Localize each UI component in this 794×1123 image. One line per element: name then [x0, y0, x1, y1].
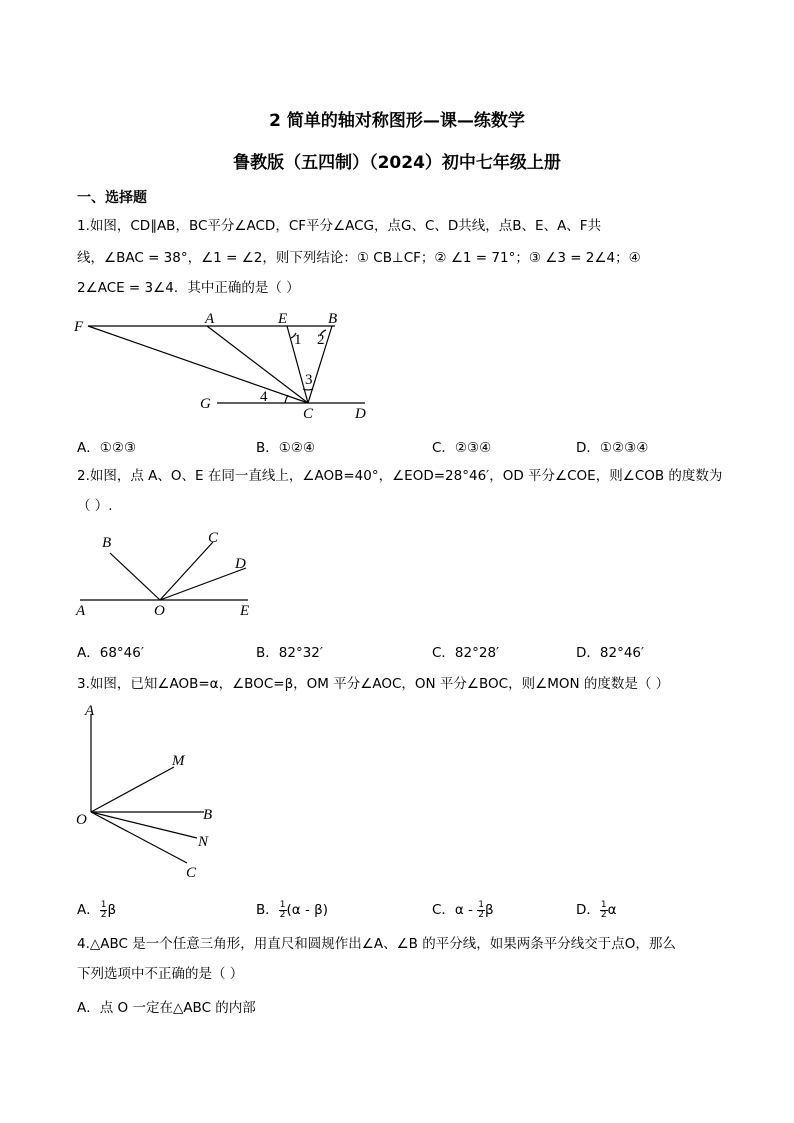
q3-option-c-prefix: C．α - [432, 902, 478, 918]
q3-option-d-tail: α [607, 902, 617, 918]
q1-label-a: A [205, 311, 215, 327]
q3-option-a-numerator: 1 [100, 899, 107, 910]
q3-label-o: O [76, 812, 87, 828]
q3-option-b-denominator: 2 [279, 909, 286, 920]
q2-figure [70, 525, 270, 620]
section-heading: 一、选择题 [77, 190, 147, 206]
q1-label-angle2: 2 [317, 332, 325, 348]
q3-option-c-numerator: 1 [478, 899, 485, 910]
q3-option-b-tail: (α - β) [286, 902, 329, 918]
q3-label-m: M [172, 753, 185, 769]
q3-option-d-denominator: 2 [600, 909, 607, 920]
q1-label-b: B [328, 311, 338, 327]
q4-text-line2: 下列选项中不正确的是（ ） [77, 966, 244, 982]
q3-label-n: N [198, 834, 209, 850]
q3-option-a-denominator: 2 [100, 909, 107, 920]
q2-label-a: A [76, 603, 86, 619]
q3-option-b-prefix: B． [256, 902, 279, 918]
q3-figure [70, 698, 240, 888]
q3-option-c-denominator: 2 [478, 909, 485, 920]
q3-option-a-prefix: A． [77, 902, 100, 918]
q3-label-c: C [186, 865, 197, 881]
q3-option-c-fraction [477, 901, 485, 920]
q3-option-b-fraction [279, 901, 287, 920]
q2-label-c: C [208, 530, 219, 546]
q3-label-b: B [203, 807, 213, 823]
q1-label-angle4: 4 [260, 389, 268, 405]
q2-label-d: D [235, 556, 246, 572]
q1-option-d[interactable]: D．①②③④ [576, 440, 649, 456]
q1-text-line2: 线，∠BAC = 38°，∠1 = ∠2，则下列结论：① CB⊥CF；② ∠1 = 71°；③ ∠3 = 2∠4；④ [77, 250, 641, 266]
q3-option-d-fraction [600, 901, 608, 920]
q2-option-a[interactable]: A．68°46′ [77, 645, 144, 661]
q1-text-line3: 2∠ACE = 3∠4．其中正确的是（ ） [77, 280, 300, 296]
q3-option-d-numerator: 1 [600, 899, 607, 910]
q2-option-d[interactable]: D．82°46′ [576, 645, 645, 661]
q1-label-c: C [303, 406, 314, 422]
q3-option-a-tail: β [107, 902, 117, 918]
q2-label-b: B [102, 535, 112, 551]
q3-label-a: A [85, 703, 95, 719]
q3-option-d-prefix: D． [576, 902, 600, 918]
q1-option-b[interactable]: B．①②④ [256, 440, 316, 456]
q1-label-g: G [200, 396, 211, 412]
q1-label-d: D [355, 406, 366, 422]
q2-option-c[interactable]: C．82°28′ [432, 645, 500, 661]
document-subtitle: 鲁教版（五四制）（2024）初中七年级上册 [233, 153, 561, 173]
q1-text-line1: 1.如图，CD∥AB，BC平分∠ACD，CF平分∠ACG，点G、C、D共线，点B、E、A、F共 [77, 218, 602, 234]
q4-option-a[interactable]: A．点 O 一定在△ABC 的内部 [77, 1000, 256, 1016]
q4-text-line1: 4.△ABC 是一个任意三角形，用直尺和圆规作出∠A、∠B 的平分线，如果两条平分线交于点O，那么 [77, 936, 676, 952]
q3-option-d[interactable] [576, 898, 617, 920]
q3-option-b-numerator: 1 [279, 899, 286, 910]
q2-label-o: O [154, 603, 165, 619]
q1-option-c[interactable]: C．②③④ [432, 440, 492, 456]
q1-label-e: E [278, 311, 288, 327]
q1-label-angle1: 1 [294, 332, 302, 348]
q2-text-line1: 2.如图，点 A、O、E 在同一直线上，∠AOB=40°，∠EOD=28°46′，OD 平分∠COE，则∠COB 的度数为 [77, 468, 723, 484]
q1-figure [70, 306, 380, 424]
q3-option-b[interactable] [256, 898, 328, 920]
document-title: 2 简单的轴对称图形—课—练数学 [269, 111, 525, 131]
q1-label-angle3: 3 [305, 372, 313, 388]
q1-label-f: F [74, 319, 84, 335]
q3-text-line1: 3.如图，已知∠AOB=α，∠BOC=β，OM 平分∠AOC，ON 平分∠BOC，则∠MON 的度数是（ ） [77, 676, 670, 692]
q1-option-a[interactable]: A．①②③ [77, 440, 137, 456]
q2-option-b[interactable]: B．82°32′ [256, 645, 323, 661]
q3-option-c[interactable] [432, 898, 494, 920]
q2-label-e: E [240, 603, 250, 619]
q2-text-line2: （ ）. [77, 498, 113, 514]
q3-option-c-tail: β [485, 902, 494, 918]
q3-option-a[interactable] [77, 898, 116, 920]
